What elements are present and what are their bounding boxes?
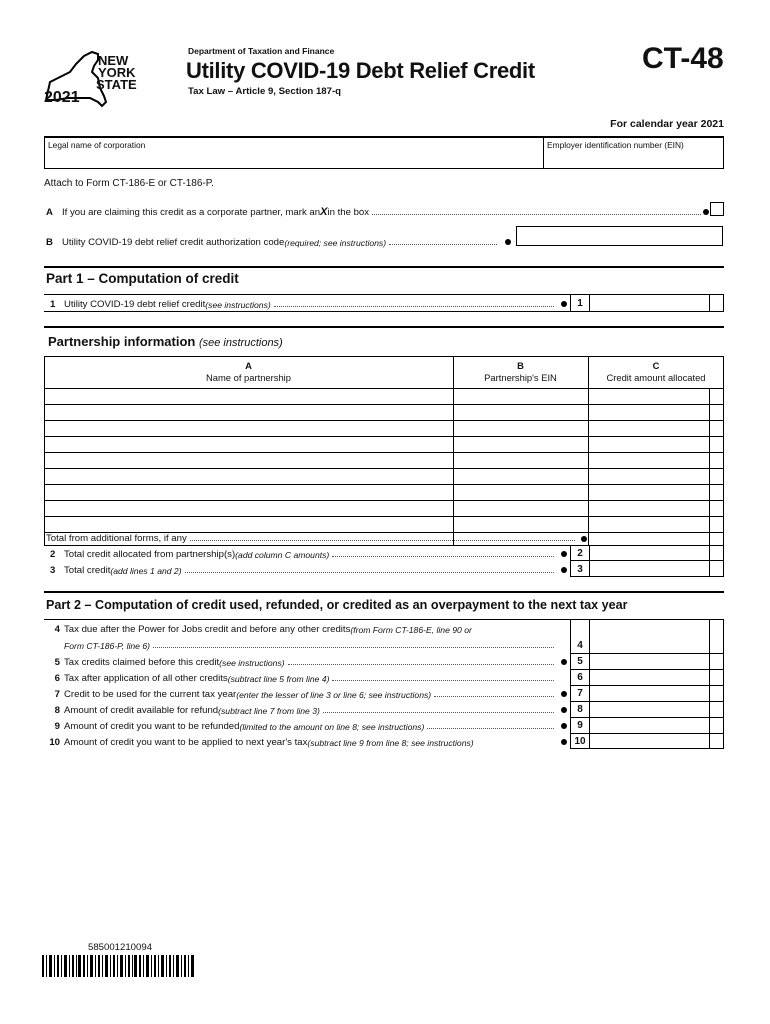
line-5-text: Tax credits claimed before this credit xyxy=(64,657,220,668)
line-3-box-label: 3 xyxy=(577,564,583,575)
line-2-note: (add column C amounts) xyxy=(235,550,330,560)
line-8-note: (subtract line 7 from line 3) xyxy=(218,706,320,716)
col-c-letter: C xyxy=(652,360,660,371)
part2-heading: Part 2 – Computation of credit used, refunded, or credited as an overpayment to the next tax year xyxy=(46,598,628,612)
col-a-letter: A xyxy=(245,360,252,371)
line-b-text: Utility COVID-19 debt relief credit authorization code xyxy=(62,237,285,248)
partnership-row-9[interactable] xyxy=(45,517,709,532)
line-4-continued xyxy=(64,638,557,651)
line-10-bullet xyxy=(561,739,567,745)
line-b-letter: B xyxy=(46,237,53,248)
line-4 xyxy=(46,622,556,635)
partnership-row-4[interactable] xyxy=(45,437,709,452)
line-a-letter: A xyxy=(46,207,53,218)
line-9-note: (limited to the amount on line 8; see instructions) xyxy=(239,722,425,732)
line-7-num: 7 xyxy=(54,689,60,700)
line-7-bullet xyxy=(561,691,567,697)
line-4-num: 4 xyxy=(54,624,60,635)
col-c-header xyxy=(588,360,724,384)
line-1 xyxy=(50,297,557,310)
line-2-amount-field[interactable] xyxy=(590,546,708,560)
line-10-amount-field[interactable] xyxy=(590,734,708,748)
partnership-row-5[interactable] xyxy=(45,453,709,468)
line-1-box-label: 1 xyxy=(577,298,583,309)
col-a-header xyxy=(44,360,453,384)
line-b xyxy=(46,234,500,248)
line-8-text: Amount of credit available for refund xyxy=(64,705,219,716)
partnership-heading-note: (see instructions) xyxy=(198,337,283,349)
logo-text-state: STATE xyxy=(96,77,137,92)
line-6-box-label: 6 xyxy=(577,672,583,683)
line-9-num: 9 xyxy=(54,721,60,732)
total-additional-text: Total from additional forms, if any xyxy=(46,533,187,544)
line-10-text: Amount of credit you want to be applied to next year's tax xyxy=(64,737,308,748)
ein-label: Employer identification number (EIN) xyxy=(547,140,684,150)
col-b-header xyxy=(453,360,588,384)
line-7 xyxy=(46,687,557,700)
line-10-box-label: 10 xyxy=(574,736,586,747)
line-2-box-label: 2 xyxy=(577,548,583,559)
line-8-box-label: 8 xyxy=(577,704,583,715)
line-6-amount-field[interactable] xyxy=(590,670,708,685)
form-title: Utility COVID-19 Debt Relief Credit xyxy=(186,58,535,83)
line-1-amount-field[interactable] xyxy=(590,295,708,311)
line-8 xyxy=(46,703,557,716)
line-8-amount-field[interactable] xyxy=(590,702,708,717)
attach-instruction: Attach to Form CT-186-E or CT-186-P. xyxy=(44,178,214,189)
line-6-num: 6 xyxy=(54,673,60,684)
line-b-note: (required; see instructions) xyxy=(284,238,387,248)
line-5-num: 5 xyxy=(54,657,60,668)
line-7-note: (enter the lesser of line 3 or line 6; see instructions) xyxy=(236,690,432,700)
line-7-text: Credit to be used for the current tax year xyxy=(64,689,237,700)
total-additional-bullet xyxy=(581,536,587,542)
line-2-num: 2 xyxy=(50,549,56,560)
line-5-amount-field[interactable] xyxy=(590,654,708,669)
partnership-row-3[interactable] xyxy=(45,421,709,436)
line-3-num: 3 xyxy=(50,565,56,576)
barcode-icon xyxy=(42,955,194,977)
line-9-text: Amount of credit you want to be refunded xyxy=(64,721,240,732)
line-3-amount-field[interactable] xyxy=(590,561,708,575)
line-9-box-label: 9 xyxy=(577,720,583,731)
line-4-amount-field[interactable] xyxy=(590,620,708,653)
authorization-code-field[interactable] xyxy=(516,226,723,246)
form-id: CT-48 xyxy=(642,42,724,75)
line-a-text-before: If you are claiming this credit as a corporate partner, mark an xyxy=(62,207,321,218)
line-2-text: Total credit allocated from partnership(s) xyxy=(64,549,236,560)
line-10-num: 10 xyxy=(49,737,60,748)
line-4-note: (from Form CT-186-E, line 90 or xyxy=(350,625,472,635)
total-additional-forms xyxy=(46,531,578,544)
partnership-heading xyxy=(48,334,283,349)
col-b-letter: B xyxy=(517,360,524,371)
line-6-text: Tax after application of all other credits xyxy=(64,673,228,684)
form-year: 2021 xyxy=(44,89,80,106)
line-1-text: Utility COVID-19 debt relief credit xyxy=(64,299,206,310)
line-a xyxy=(46,204,704,218)
partnership-heading-text: Partnership information xyxy=(48,334,199,349)
logo-text-york: YORK xyxy=(98,65,136,80)
total-additional-field[interactable] xyxy=(590,531,708,545)
line-2-bullet xyxy=(561,551,567,557)
nys-logo xyxy=(40,42,150,108)
line-3 xyxy=(50,563,557,576)
form-subtitle: Tax Law – Article 9, Section 187-q xyxy=(188,86,342,97)
line-8-bullet xyxy=(561,707,567,713)
line-7-box-label: 7 xyxy=(577,688,583,699)
line-2 xyxy=(50,547,557,560)
line-1-bullet xyxy=(561,301,567,307)
part1-heading: Part 1 – Computation of credit xyxy=(46,271,239,286)
line-7-amount-field[interactable] xyxy=(590,686,708,701)
line-9-bullet xyxy=(561,723,567,729)
line-1-num: 1 xyxy=(50,299,56,310)
line-4-box-label: 4 xyxy=(577,640,583,651)
line-1-note: (see instructions) xyxy=(205,300,271,310)
corporate-partner-checkbox[interactable] xyxy=(710,202,724,216)
col-a-label: Name of partnership xyxy=(206,372,291,383)
partnership-row-6[interactable] xyxy=(45,469,709,484)
calendar-year: For calendar year 2021 xyxy=(610,118,724,130)
line-a-bullet xyxy=(703,209,709,215)
partnership-row-2[interactable] xyxy=(45,405,709,420)
line-10-note: (subtract line 9 from line 8; see instructions) xyxy=(307,738,474,748)
line-a-text-after: in the box xyxy=(327,207,370,218)
line-4-text: Tax due after the Power for Jobs credit and before any other credits xyxy=(64,624,351,635)
line-6-note: (subtract line 5 from line 4) xyxy=(227,674,330,684)
line-8-num: 8 xyxy=(54,705,60,716)
legal-name-field[interactable] xyxy=(46,150,541,167)
line-3-text: Total credit xyxy=(64,565,111,576)
partnership-row-7[interactable] xyxy=(45,485,709,500)
line-5 xyxy=(46,655,557,668)
line-a-x: X xyxy=(320,206,328,218)
line-10 xyxy=(46,735,557,748)
line-3-bullet xyxy=(561,567,567,573)
department-name: Department of Taxation and Finance xyxy=(188,46,335,56)
partnership-row-1[interactable] xyxy=(45,389,709,404)
barcode-number: 585001210094 xyxy=(88,942,153,953)
partnership-row-8[interactable] xyxy=(45,501,709,516)
line-4-note-cont: Form CT-186-P, line 6) xyxy=(64,641,150,651)
line-5-bullet xyxy=(561,659,567,665)
col-b-label: Partnership's EIN xyxy=(484,372,557,383)
logo-text-new: NEW xyxy=(98,53,129,68)
legal-name-label: Legal name of corporation xyxy=(48,140,146,150)
line-5-box-label: 5 xyxy=(577,656,583,667)
line-9 xyxy=(46,719,557,732)
line-5-note: (see instructions) xyxy=(219,658,285,668)
line-b-bullet xyxy=(505,239,511,245)
col-c-label: Credit amount allocated xyxy=(606,372,706,383)
line-3-note: (add lines 1 and 2) xyxy=(110,566,182,576)
ein-field[interactable] xyxy=(545,150,721,167)
line-9-amount-field[interactable] xyxy=(590,718,708,733)
line-6 xyxy=(46,671,557,684)
